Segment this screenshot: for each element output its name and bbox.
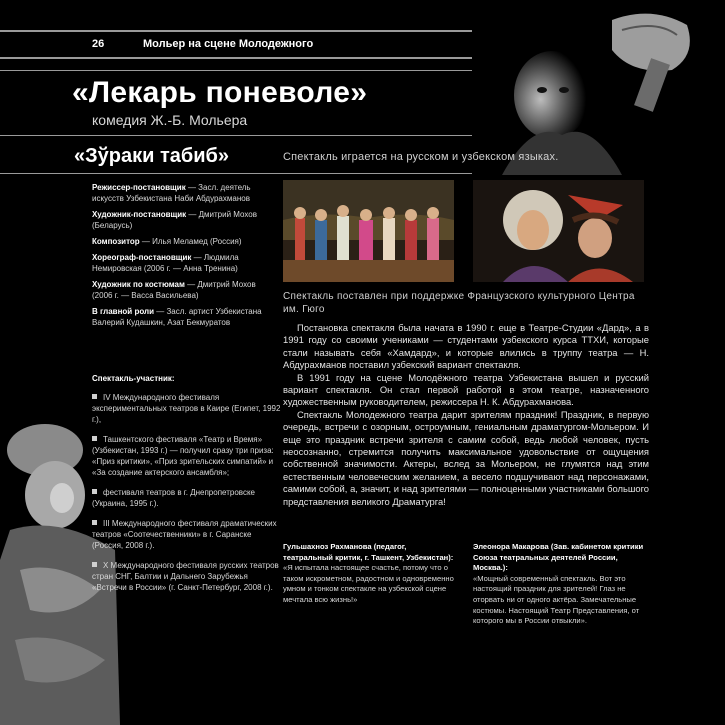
credit-item: Художник по костюмам — Дмитрий Мохов (2006 г. — Васса Васильева) xyxy=(92,280,256,300)
credit-item: Композитор — Илья Меламед (Россия) xyxy=(92,237,242,246)
actors-closeup-photo xyxy=(473,180,644,282)
play-title-uzbek: «Зўраки табиб» xyxy=(74,145,230,167)
quote-text: «Я испытала настоящее счастье, потому что о таком искрометном, радостном и одновременно умном и тонком спектакле на узбекской сцене мечтала всю жизнь!» xyxy=(283,563,454,604)
quote-text: «Мощный современный спектакль. Вот это настоящий праздник для зрителей! Глаз не оторвать ни от одного актёра. Замечательные костюмы. Настоящий Театр Представления, от которого мы в России отвыкли». xyxy=(473,573,640,626)
title-rule-1 xyxy=(0,70,500,71)
credit-item: Режиссер-постановщик — Засл. деятель искусств Узбекистана Наби Абдурахманов xyxy=(92,183,251,203)
running-head: Мольер на сцене Молодежного xyxy=(143,38,314,50)
article-body xyxy=(283,322,649,508)
festival-item: фестиваля театров в г. Днепропетровске (Украина, 1995 г.). xyxy=(92,488,255,508)
bullet-square-icon xyxy=(92,394,97,399)
body-paragraph: Спектакль Молодежного театра дарит зрителям праздник! Праздник, в первую очередь, встречи с озорным, остроумным, гениальным драматургом-Мольером. И еще это праздник встречи зрителя с самим собой, ведь любой человек, пусть неосознанно, стремится получить максимальное удовольствие от ощущения собственной значимости. Актеры, вслед за Мольером, не глумятся над этим естественным человеческим желанием, а весело подшучивают над персонажами, самими собой, а, значит, и над зрителями — полноценными участниками большого представления великого Драматурга! xyxy=(283,408,649,507)
stage-ensemble-photo xyxy=(283,180,454,282)
bullet-square-icon xyxy=(92,436,97,441)
festival-item: Ташкентского фестиваля «Театр и Время» (Узбекистан, 1993 г.) — получил сразу три приза: «Приз критики», «Приз зрительских симпатий» и «За создание актерского ансамбля»; xyxy=(92,435,274,477)
actor-portrait-photo xyxy=(472,0,725,175)
bullet-square-icon xyxy=(92,520,97,525)
photo-caption: Спектакль поставлен при поддержке Французского культурного Центра им. Гюго xyxy=(283,291,635,315)
language-note: Спектакль играется на русском и узбекском языках. xyxy=(283,151,559,163)
page-number: 26 xyxy=(92,38,105,50)
body-paragraph: В 1991 году на сцене Молодёжного театра Узбекистана вышел и русский вариант спектакля. Он стал первой работой в этом театре, назначенного художественным руководителем, режиссера Н. К. Абдурахманова. xyxy=(283,371,649,408)
play-title-russian: «Лекарь поневоле» xyxy=(72,76,368,109)
credit-item: Хореограф-постановщик — Людмила Немировская (2006 г. — Анна Тренина) xyxy=(92,253,239,273)
bullet-square-icon xyxy=(92,562,97,567)
festivals-list xyxy=(92,392,282,602)
festival-item: III Международного фестиваля драматических театров «Соотечественники» в г. Саранске (Россия, 2008 г.). xyxy=(92,519,277,550)
festival-item: X Международного фестиваля русских театров стран СНГ, Балтии и Дальнего Зарубежья «Встречи в России» (г. Санкт-Петербург, 2008 г.). xyxy=(92,561,279,592)
credits-list xyxy=(92,182,277,333)
festivals-heading: Спектакль-участник: xyxy=(92,374,175,383)
credit-item: В главной роли — Засл. артист Узбекистана Валерий Кудашкин, Азат Бекмуратов xyxy=(92,307,262,327)
credit-item: Художник-постановщик — Дмитрий Мохов (Беларусь) xyxy=(92,210,257,230)
bullet-square-icon xyxy=(92,489,97,494)
play-subtitle: комедия Ж.-Б. Мольера xyxy=(92,112,248,128)
critic-quote xyxy=(473,542,648,627)
critic-quote xyxy=(283,542,458,606)
header-rule xyxy=(0,57,500,59)
quote-author: Гульшахноз Рахманова (педагог, театральный критик, г. Ташкент, Узбекистан): xyxy=(283,542,454,562)
quote-author: Элеонора Макарова (Зав. кабинетом критики Союза театральных деятелей России, Москва.): xyxy=(473,542,644,573)
body-paragraph: Постановка спектакля была начата в 1990 г. еще в Театре-Студии «Дард», а в 1991 году со своими учениками — студентами узбекского курса ТТХИ, которые стали называть себя «Хамдард», и которые влились в труппу театра — Н. Абдурахманов поставил узбекский вариант спектакля. xyxy=(283,322,649,371)
festival-item: IV Международного фестиваля экспериментальных театров в Каире (Египет, 1992 г.), xyxy=(92,393,281,424)
